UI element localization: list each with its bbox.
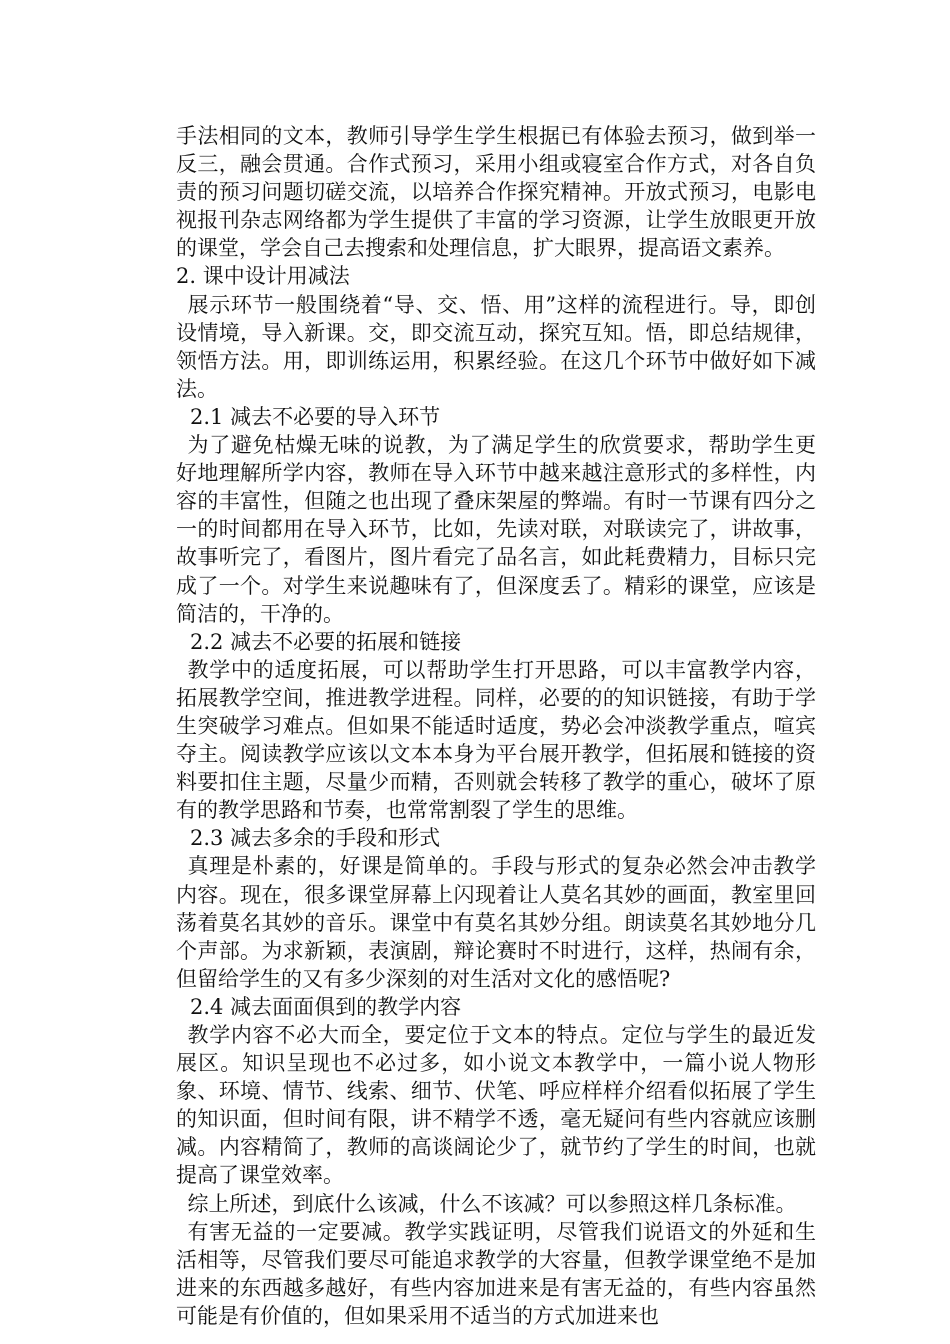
subsection-heading-2-1: 2.1 减去不必要的导入环节 — [190, 404, 441, 429]
subsection-heading-2-3: 2.3 减去多余的手段和形式 — [190, 826, 441, 851]
paragraph-summary: 综上所述，到底什么该减，什么不该减？可以参照这样几条标准。 — [187, 1191, 797, 1216]
document-page — [176, 122, 816, 1330]
paragraph-intro-segment: 为了避免枯燥无味的说教，为了满足学生的欣赏要求，帮助学生更好地理解所学内容，教师在导入环节中越来越注意形式的多样性，内容的丰富性，但随之也出现了叠床架屋的弊端。有时一节课有四分之一的时间都用在导入环节，比如，先读对联，对联读完了，讲故事，故事听完了，看图片，图片看完了品名言，如此耗费精力，目标只完成了一个。对学生来说趣味有了，但深度丢了。精彩的课堂，应该是简洁的，干净的。 — [176, 433, 816, 626]
paragraph-teaching-content: 教学内容不必大而全，要定位于文本的特点。定位与学生的最近发展区。知识呈现也不必过多，如小说文本教学中，一篇小说人物形象、环境、情节、线索、细节、伏笔、呼应样样介绍看似拓展了学生的知识面，但时间有限，讲不精学不透，毫无疑问有些内容就应该删减。内容精简了，教师的高谈阔论少了，就节约了学生的时间，也就提高了课堂效率。 — [176, 1023, 816, 1188]
subsection-heading-2-2: 2.2 减去不必要的拓展和链接 — [190, 629, 462, 654]
paragraph-means-forms: 真理是朴素的，好课是简单的。手段与形式的复杂必然会冲击教学内容。现在，很多课堂屏幕上闪现着让人莫名其妙的画面，教室里回荡着莫名其妙的音乐。课堂中有莫名其妙分组。朗读莫名其妙地分几个声部。为求新颖，表演剧，辩论赛时不时进行，这样，热闹有余，但留给学生的又有多少深刻的对生活对文化的感悟呢? — [176, 854, 816, 991]
subsection-heading-2-4: 2.4 减去面面俱到的教学内容 — [190, 994, 462, 1019]
paragraph-display-process: 展示环节一般围绕着“导、交、悟、用”这样的流程进行。导，即创设情境，导入新课。交，即交流互动，探究互知。悟，即总结规律，领悟方法。用，即训练运用，积累经验。在这几个环节中做好如下减法。 — [176, 292, 816, 401]
paragraph-extension-links: 教学中的适度拓展，可以帮助学生打开思路，可以丰富教学内容，拓展教学空间，推进教学进程。同样，必要的的知识链接，有助于学生突破学习难点。但如果不能适时适度，势必会冲淡教学重点，喧宾夺主。阅读教学应该以文本本身为平台展开教学，但拓展和链接的资料要扣住主题，尽量少而精，否则就会转移了教学的重心，破坏了原有的教学思路和节奏，也常常割裂了学生的思维。 — [176, 657, 816, 823]
section-heading-2: 2. 课中设计用减法 — [176, 264, 350, 289]
paragraph-harmful-content: 有害无益的一定要减。教学实践证明，尽管我们说语文的外延和生活相等，尽管我们要尽可能追求教学的大容量，但教学课堂绝不是加进来的东西越多越好，有些内容加进来是有害无益的，有些内容虽然可能是有价值的，但如果采用不适当的方式加进来也 — [176, 1219, 816, 1328]
paragraph-preview-methods: 手法相同的文本，教师引导学生学生根据已有体验去预习，做到举一反三，融会贯通。合作式预习，采用小组或寝室合作方式，对各自负责的预习问题切磋交流，以培养合作探究精神。开放式预习，电影电视报刊杂志网络都为学生提供了丰富的学习资源，让学生放眼更开放的课堂，学会自己去搜索和处理信息，扩大眼界，提高语文素养。 — [176, 124, 816, 261]
